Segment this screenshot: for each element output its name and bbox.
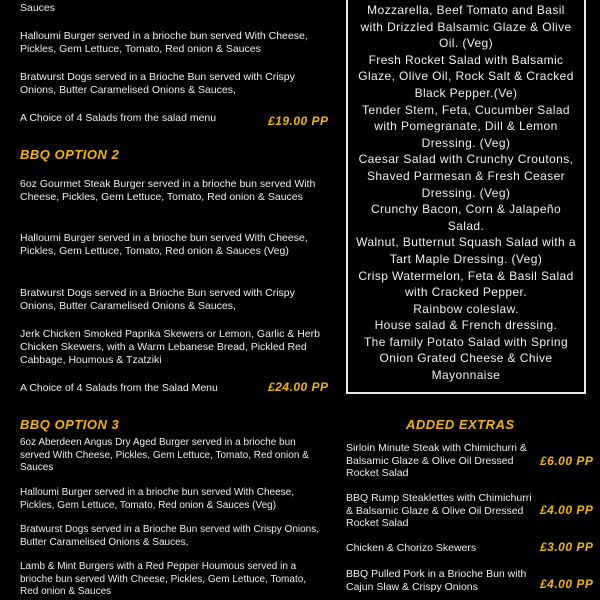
salad-line: Mayonnaise (431, 368, 501, 383)
extra-item-2: Chicken & Chorizo Skewers (346, 542, 477, 554)
salad-line: with Pomegranate, Dill & Lemon (374, 119, 558, 134)
salad-line: Onion Grated Cheese & Chive (379, 351, 553, 366)
opt3-item-1: Halloumi Burger served in a brioche bun served With Cheese, Pickles, Gem Lettuce, Tomato, Red onion & Sauces (Veg) (20, 487, 295, 511)
extra-price-1: £4.00 PP (540, 503, 594, 517)
extra-item-3: BBQ Pulled Pork in a Brioche Bun with Cajun Slaw & Crispy Onions (346, 568, 527, 593)
extra-item-0: Sirloin Minute Steak with Chimichurri & Balsamic Glaze & Olive Oil Dressed Rocket Salad (346, 442, 527, 479)
opt1-item-2: Bratwurst Dogs served in a Brioche Bun served with Crispy Onions, Butter Caramelised Onions & Sauces, (20, 71, 295, 96)
opt2-item-0: 6oz Gourmet Steak Burger served in a brioche bun served With Cheese, Pickles, Gem Lettuce, Tomato, Red onion & Sauces (20, 178, 316, 203)
salad-line: with Cracked Pepper. (404, 285, 528, 300)
salad-line: Mozzarella, Beef Tomato and Basil (367, 3, 565, 17)
opt2-price: £24.00 PP (268, 380, 329, 394)
salad-line: Salad. (447, 218, 485, 233)
opt3-item-2: Bratwurst Dogs served in a Brioche Bun served with Crispy Onions, Butter Caramelised Onions & Sauces, (20, 524, 320, 548)
salad-line: Oil. (Veg) (438, 36, 493, 51)
salad-line: Walnut, Butternut Squash Salad with a (356, 235, 576, 250)
salad-list (348, 0, 584, 384)
salad-line: Shaved Parmesan & Fresh Ceaser (366, 168, 566, 183)
opt3-item-3: Lamb & Mint Burgers with a Red Pepper Houmous served in a brioche bun served With Cheese, Pickles, Gem Lettuce, Tomato, Red onion & Sauces (20, 561, 307, 597)
extras-title: ADDED EXTRAS (406, 417, 515, 432)
salad-line: Caesar Salad with Crunchy Croutons, (358, 152, 574, 167)
salad-line: Glaze, Olive Oil, Rock Salt & Cracked (358, 69, 574, 84)
salad-line: Crisp Watermelon, Feta & Basil Salad (358, 268, 574, 283)
opt2-item-2: Bratwurst Dogs served in a Brioche Bun served with Crispy Onions, Butter Caramelised Onions & Sauces, (20, 287, 295, 312)
opt1-price: £19.00 PP (268, 114, 329, 128)
salad-line: with Drizzled Balsamic Glaze & Olive (360, 19, 572, 34)
opt1-item-3: A Choice of 4 Salads from the salad menu (20, 112, 217, 124)
salad-line: The family Potato Salad with Spring (363, 334, 569, 349)
salad-menu-box (346, 0, 586, 394)
extra-item-1: BBQ Rump Steaklettes with Chimichurri & Balsamic Glaze & Olive Oil Dressed Rocket Salad (346, 492, 532, 529)
opt2-title: BBQ OPTION 2 (20, 147, 120, 162)
salad-line: Dressing. (Veg) (421, 185, 511, 200)
opt3-item-0: 6oz Aberdeen Angus Dry Aged Burger served in a brioche bun served With Cheese, Pickles, Gem Lettuce, Tomato, Red onion & Sauces (20, 437, 309, 473)
extra-price-3: £4.00 PP (540, 577, 594, 591)
opt3-title: BBQ OPTION 3 (20, 417, 120, 432)
opt2-item-1: Halloumi Burger served in a brioche bun served With Cheese, Pickles, Gem Lettuce, Tomato, Red onion & Sauces (Veg) (20, 232, 308, 257)
salad-line: Fresh Rocket Salad with Balsamic (368, 52, 564, 67)
salad-line: Black Pepper.(Ve) (414, 85, 518, 100)
salad-line: Tender Stem, Feta, Cucumber Salad (362, 102, 570, 117)
opt2-item-3: Jerk Chicken Smoked Paprika Skewers or Lemon, Garlic & Herb Chicken Skewers, with a Warm Lebanese Bread, Pickled Red Cabbage, Houmous & Tzatziki (20, 328, 320, 366)
opt1-item-1: Halloumi Burger served in a brioche bun served With Cheese, Pickles, Gem Lettuce, Tomato, Red onion & Sauces (20, 30, 308, 55)
extra-price-0: £6.00 PP (540, 454, 594, 468)
opt1-item-0: Sauces (20, 2, 56, 14)
salad-line: Crunchy Bacon, Corn & Jalapeño (370, 202, 562, 217)
extra-price-2: £3.00 PP (540, 540, 594, 554)
opt2-item-4: A Choice of 4 Salads from the Salad Menu (20, 382, 218, 394)
salad-line: Dressing. (Veg) (421, 135, 511, 150)
salad-line: Tart Maple Dressing. (Veg) (389, 251, 543, 266)
salad-line: Rainbow coleslaw. (413, 301, 519, 316)
salad-line: House salad & French dressing. (374, 318, 558, 333)
